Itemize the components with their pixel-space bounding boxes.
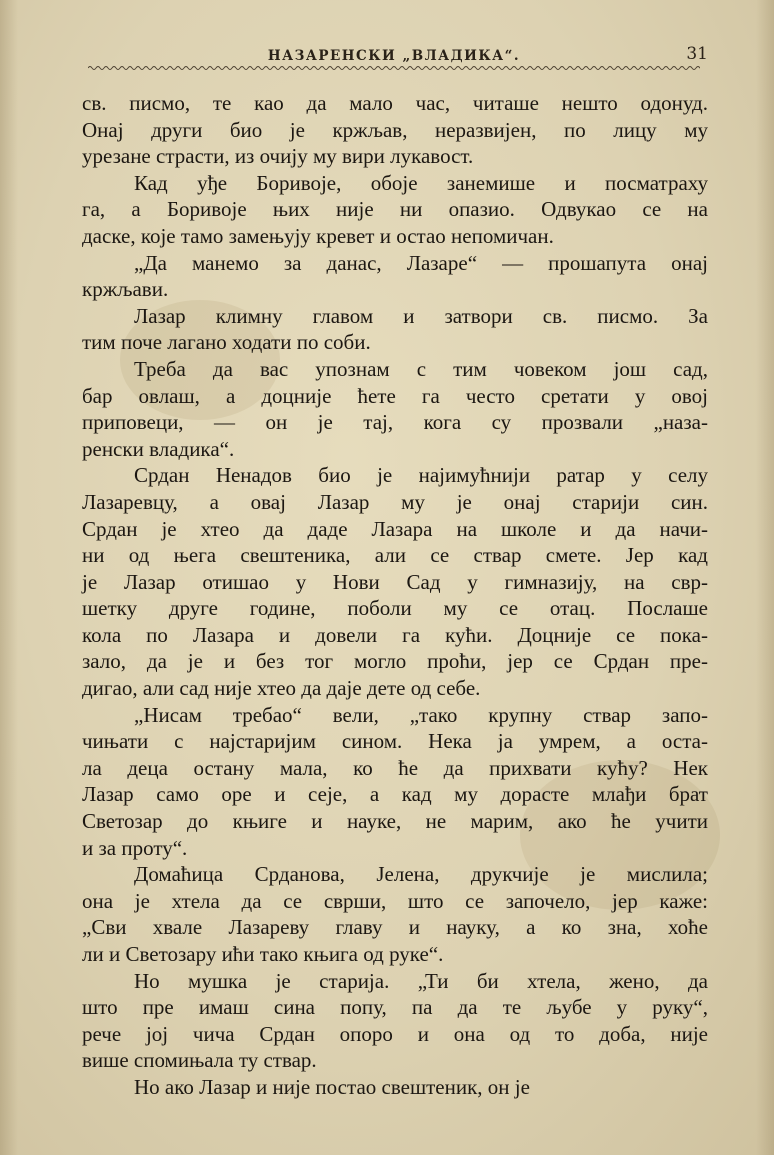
text-line: чињати с најстаријим сином. Нека ја умрем, а оста- [82, 729, 708, 754]
text-line: кола по Лазара и довели га кући. Доцније се пока- [82, 622, 708, 647]
text-line: даске, које тамо замењују кревет и остао непомичан. [82, 223, 554, 248]
text-line: Треба да вас упознам с тим човеком још сад, [134, 356, 708, 381]
text-line: бар овлаш, а доцније ћете га често сретати у овој [82, 383, 708, 408]
text-line: ренски владика“. [82, 436, 235, 461]
text-line: св. писмо, те као да мало час, читаше нешто одонуд. [82, 91, 708, 115]
text-line: тим поче лагано ходати по соби. [82, 330, 371, 355]
page-number: 31 [686, 44, 708, 64]
text-line: Лазар само оре и сеје, а кад му дорасте млађи брат [82, 782, 708, 807]
body-text [82, 90, 708, 1101]
text-line: дигао, али сад није хтео да даје дете од себе. [82, 676, 481, 701]
text-line: урезане страсти, из очију му вири лукавост. [82, 144, 474, 169]
text-line: „Да манемо за данас, Лазаре“ — прошапута онај [134, 250, 708, 275]
text-line: ла деца остану мала, ко ће да прихвати кућу? Нек [82, 755, 708, 780]
text-line: што пре имаш сина попу, па да те љубе у руку“, [82, 995, 708, 1020]
text-line: Кад уђе Боривоје, обоје занемише и посматраху [134, 170, 708, 195]
text-line: Срдан Ненадов био је најимућнији ратар у селу [134, 463, 708, 488]
header-wavy-rule [88, 62, 700, 74]
text-line: Домаћица Срданова, Јелена, друкчије је мислила; [134, 862, 708, 887]
text-line: и за проту“. [82, 835, 188, 860]
text-line: Но мушка је старија. „Ти би хтела, жено, да [134, 968, 708, 993]
text-line: Лазаревцу, а овај Лазар му је онај старији син. [82, 489, 708, 514]
text-line: Лазар климну главом и затвори св. писмо. За [134, 303, 708, 328]
text-line: „Сви хвале Лазареву главу и науку, а ко зна, хоће [82, 915, 708, 940]
right-edge-shadow [756, 0, 774, 1155]
text-line: више спомињала ту ствар. [82, 1048, 317, 1073]
text-line: га, а Боривоје њих није ни опазио. Одвукао се на [82, 197, 708, 222]
text-line: Но ако Лазар и није постао свештеник, он је [134, 1074, 530, 1099]
text-line: ли и Светозару ићи тако књига од руке“. [82, 942, 444, 966]
left-edge-shadow [0, 0, 18, 1155]
running-title: НАЗАРЕНСКИ „ВЛАДИКА“. [267, 48, 521, 64]
text-line: „Нисам требао“ вели, „тако крупну ствар запо- [134, 702, 708, 727]
text-line: Срдан је хтео да даде Лазара на школе и да начи- [82, 516, 708, 541]
text-line: Онај други био је кржљав, неразвијен, по лицу му [82, 117, 708, 142]
text-line: она је хтела да се сврши, што се започело, јер каже: [82, 888, 708, 913]
text-line: шетку друге године, поболи му се отац. Послаше [82, 596, 708, 621]
text-line: зало, да је и без тог могло проћи, јер се Срдан пре- [82, 649, 708, 674]
text-line: кржљави. [82, 277, 169, 302]
text-line: Светозар до књиге и науке, не марим, ако ће учити [82, 809, 708, 834]
text-line: је Лазар отишао у Нови Сад у гимназију, на свр- [82, 569, 708, 594]
text-line: ни од њега свештеника, али се ствар смете. Јер кад [82, 543, 708, 568]
text-line: рече јој чича Срдан опоро и она од то доба, није [82, 1021, 708, 1046]
text-line: приповеци, — он је тај, кога су прозвали „наза- [82, 410, 708, 435]
